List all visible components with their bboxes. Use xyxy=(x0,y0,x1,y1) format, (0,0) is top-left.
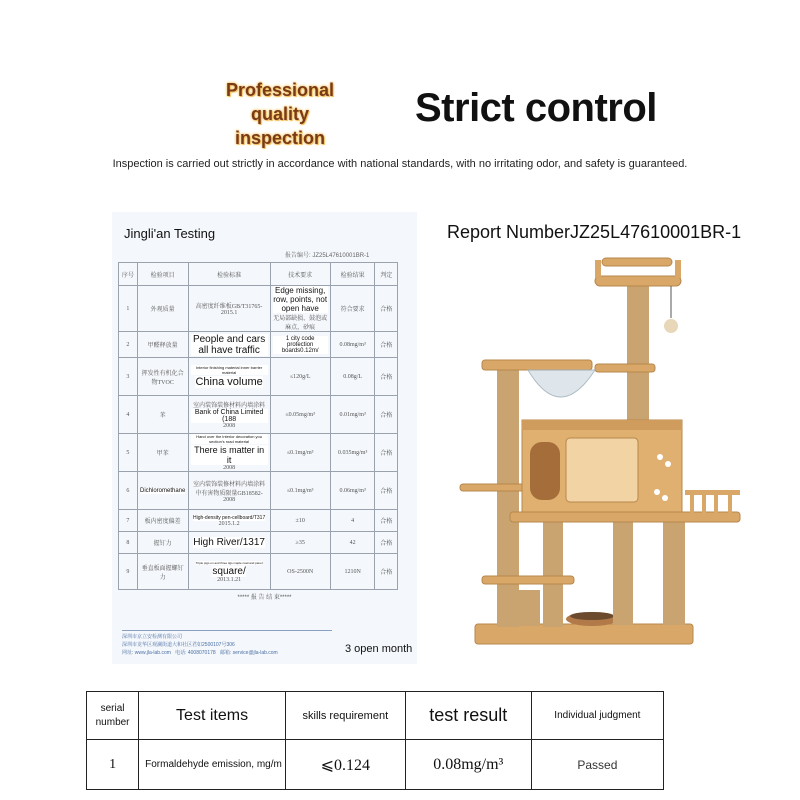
row-judge: 合格 xyxy=(375,554,398,590)
row-judge: 合格 xyxy=(375,510,398,532)
badge-line-1: Professional quality xyxy=(225,80,335,124)
standard-original: 室内装饰装修材料内墙涂料 xyxy=(193,403,266,409)
row-item: 甲苯 xyxy=(137,434,188,472)
row-standard xyxy=(188,510,270,532)
row-item xyxy=(137,472,188,510)
row-no: 3 xyxy=(119,358,138,396)
report-table-header xyxy=(119,263,398,286)
standard-overlay: Bank of China Limited (188 xyxy=(191,409,268,423)
row-result: 4 xyxy=(330,510,375,532)
footer-contact xyxy=(122,649,332,657)
table-row xyxy=(119,472,398,510)
table-row xyxy=(119,510,398,532)
row-result: 符合要求 xyxy=(330,286,375,332)
standard-overlay: There is matter in it xyxy=(191,445,268,465)
table-row xyxy=(119,332,398,358)
header-test-items: Test items xyxy=(139,692,286,740)
row-item: 苯 xyxy=(137,396,188,434)
row-item: 挥发性有机化合物TVOC xyxy=(137,358,188,396)
row-judge: 合格 xyxy=(375,396,398,434)
standard-note: Interior finishing material inner barrier material xyxy=(191,365,268,375)
row-requirement: ≤0.1mg/m³ xyxy=(270,434,330,472)
standard-year: 2013.1.21 xyxy=(217,577,242,583)
row-requirement xyxy=(270,286,330,332)
row-result: 0.08mg/m³ xyxy=(330,332,375,358)
row-standard xyxy=(188,532,270,554)
cat-tree-image xyxy=(450,252,750,657)
page-title: Strict control xyxy=(415,86,657,130)
row-result: 0.01mg/m³ xyxy=(330,396,375,434)
row-no: 6 xyxy=(119,472,138,510)
table-row xyxy=(119,358,398,396)
row-no: 2 xyxy=(119,332,138,358)
standard-note: Triple pigs on and three tigs maple road and panel xyxy=(195,561,263,565)
standard-overlay: High-density pen-cellboard/T317 xyxy=(192,514,266,521)
lab-name: Jingli'an Testing xyxy=(124,226,216,241)
footer-address: 深圳市龙华区观澜街道大和社区君如2500107号306 xyxy=(122,642,235,648)
row-requirement: ≤0.1mg/m³ xyxy=(270,472,330,510)
badge-line-2: inspection xyxy=(234,128,325,148)
report-number: Report NumberJZ25L47610001BR-1 xyxy=(447,222,742,242)
row-judge: 合格 xyxy=(375,332,398,358)
col-requirement: 技术要求 xyxy=(270,263,330,286)
row-requirement: ±10 xyxy=(270,510,330,532)
row-serial: 1 xyxy=(87,740,139,790)
standard-overlay: High River/1317 xyxy=(193,537,265,548)
header-serial: serial number xyxy=(87,692,139,740)
row-result: 0.035mg/m³ xyxy=(330,434,375,472)
row-item: 甲醛释放量 xyxy=(137,332,188,358)
footer-company: 深圳市京立安检测有限公司 xyxy=(122,634,183,640)
row-no: 8 xyxy=(119,532,138,554)
row-standard xyxy=(188,396,270,434)
results-row xyxy=(87,740,664,790)
footer-tel: 电话: 4008070178 xyxy=(175,650,216,656)
header-judgment: Individual judgment xyxy=(531,692,663,740)
row-judge: 合格 xyxy=(375,434,398,472)
row-no: 9 xyxy=(119,554,138,590)
requirement-overlay: Edge missing, row, points, not open have xyxy=(273,286,328,313)
row-judge: 合格 xyxy=(375,532,398,554)
col-standard: 检验标准 xyxy=(188,263,270,286)
row-no: 1 xyxy=(119,286,138,332)
col-judge: 判定 xyxy=(375,263,398,286)
row-item: 外观质量 xyxy=(137,286,188,332)
page-subtitle: Inspection is carried out strictly in accordance with national standards, with no irritating odor, and safety is guaranteed. xyxy=(112,158,688,170)
standard-year: 2008 xyxy=(223,423,236,429)
row-requirement: ≤120g/L xyxy=(270,358,330,396)
row-standard: 室内装饰装修材料内墙涂料中有害物质限量GB18582-2008 xyxy=(188,472,270,510)
standard-note: Hand over the interior decoration you section's road material xyxy=(191,434,268,444)
header-skills: skills requirement xyxy=(285,692,405,740)
quality-badge xyxy=(200,78,360,150)
col-no: 序号 xyxy=(119,263,138,286)
row-result: 0.08g/L xyxy=(330,358,375,396)
row-item: 握钉力 xyxy=(137,532,188,554)
row-result: 1210N xyxy=(330,554,375,590)
row-item: 板内密度偏差 xyxy=(137,510,188,532)
row-standard xyxy=(188,554,270,590)
footer-mail: 邮箱: service@jla-lab.com xyxy=(219,650,278,656)
standard-overlay: square/ xyxy=(212,566,246,577)
row-requirement: ≤0.05mg/m³ xyxy=(270,396,330,434)
row-judgment: Passed xyxy=(531,740,663,790)
standard-year: 2015.1.2 xyxy=(218,520,240,527)
row-requirement: ⩽0.124 xyxy=(285,740,405,790)
row-result: 42 xyxy=(330,532,375,554)
row-judge: 合格 xyxy=(375,472,398,510)
requirement-original: 无局部缺损、鼓泡或麻点，砂痕 xyxy=(273,316,328,331)
table-row xyxy=(119,554,398,590)
row-requirement: ≥35 xyxy=(270,532,330,554)
open-month-label: 3 open month xyxy=(345,643,413,655)
col-item: 检验项目 xyxy=(137,263,188,286)
row-no: 5 xyxy=(119,434,138,472)
col-result: 检验结果 xyxy=(330,263,375,286)
footer-web: 网址: www.jla-lab.com xyxy=(122,650,171,656)
standard-year: 2008 xyxy=(223,465,236,471)
table-row xyxy=(119,396,398,434)
results-table xyxy=(86,691,664,790)
item-overlay: Dichloromethane xyxy=(139,487,186,494)
results-header-row xyxy=(87,692,664,740)
row-requirement: OS-2500N xyxy=(270,554,330,590)
row-standard: 高密度纤维板GB/T31765-2015.1 xyxy=(188,286,270,332)
report-end-mark: ***** 报 告 结 束***** xyxy=(237,595,292,601)
row-no: 7 xyxy=(119,510,138,532)
row-judge: 合格 xyxy=(375,286,398,332)
standard-overlay: People and cars all have traffic xyxy=(191,334,268,356)
report-number-small: 报告编号: JZ25L47610001BR-1 xyxy=(285,253,370,259)
standard-overlay: China volume xyxy=(195,376,263,388)
table-row xyxy=(119,532,398,554)
report-footer xyxy=(122,628,332,657)
requirement-overlay: 1 city code protection boards0.12m/ xyxy=(273,336,328,354)
report-table xyxy=(118,262,398,590)
footer-divider xyxy=(122,630,332,631)
row-item: 垂直板面握螺钉力 xyxy=(137,554,188,590)
row-no: 4 xyxy=(119,396,138,434)
row-result: 0.08mg/m³ xyxy=(405,740,531,790)
row-standard xyxy=(188,332,270,358)
table-row xyxy=(119,434,398,472)
row-standard xyxy=(188,358,270,396)
table-row xyxy=(119,286,398,332)
header-result: test result xyxy=(405,692,531,740)
row-test-item: Formaldehyde emission, mg/m xyxy=(139,740,286,790)
row-judge: 合格 xyxy=(375,358,398,396)
row-requirement xyxy=(270,332,330,358)
row-standard xyxy=(188,434,270,472)
row-result: 0.06mg/m³ xyxy=(330,472,375,510)
